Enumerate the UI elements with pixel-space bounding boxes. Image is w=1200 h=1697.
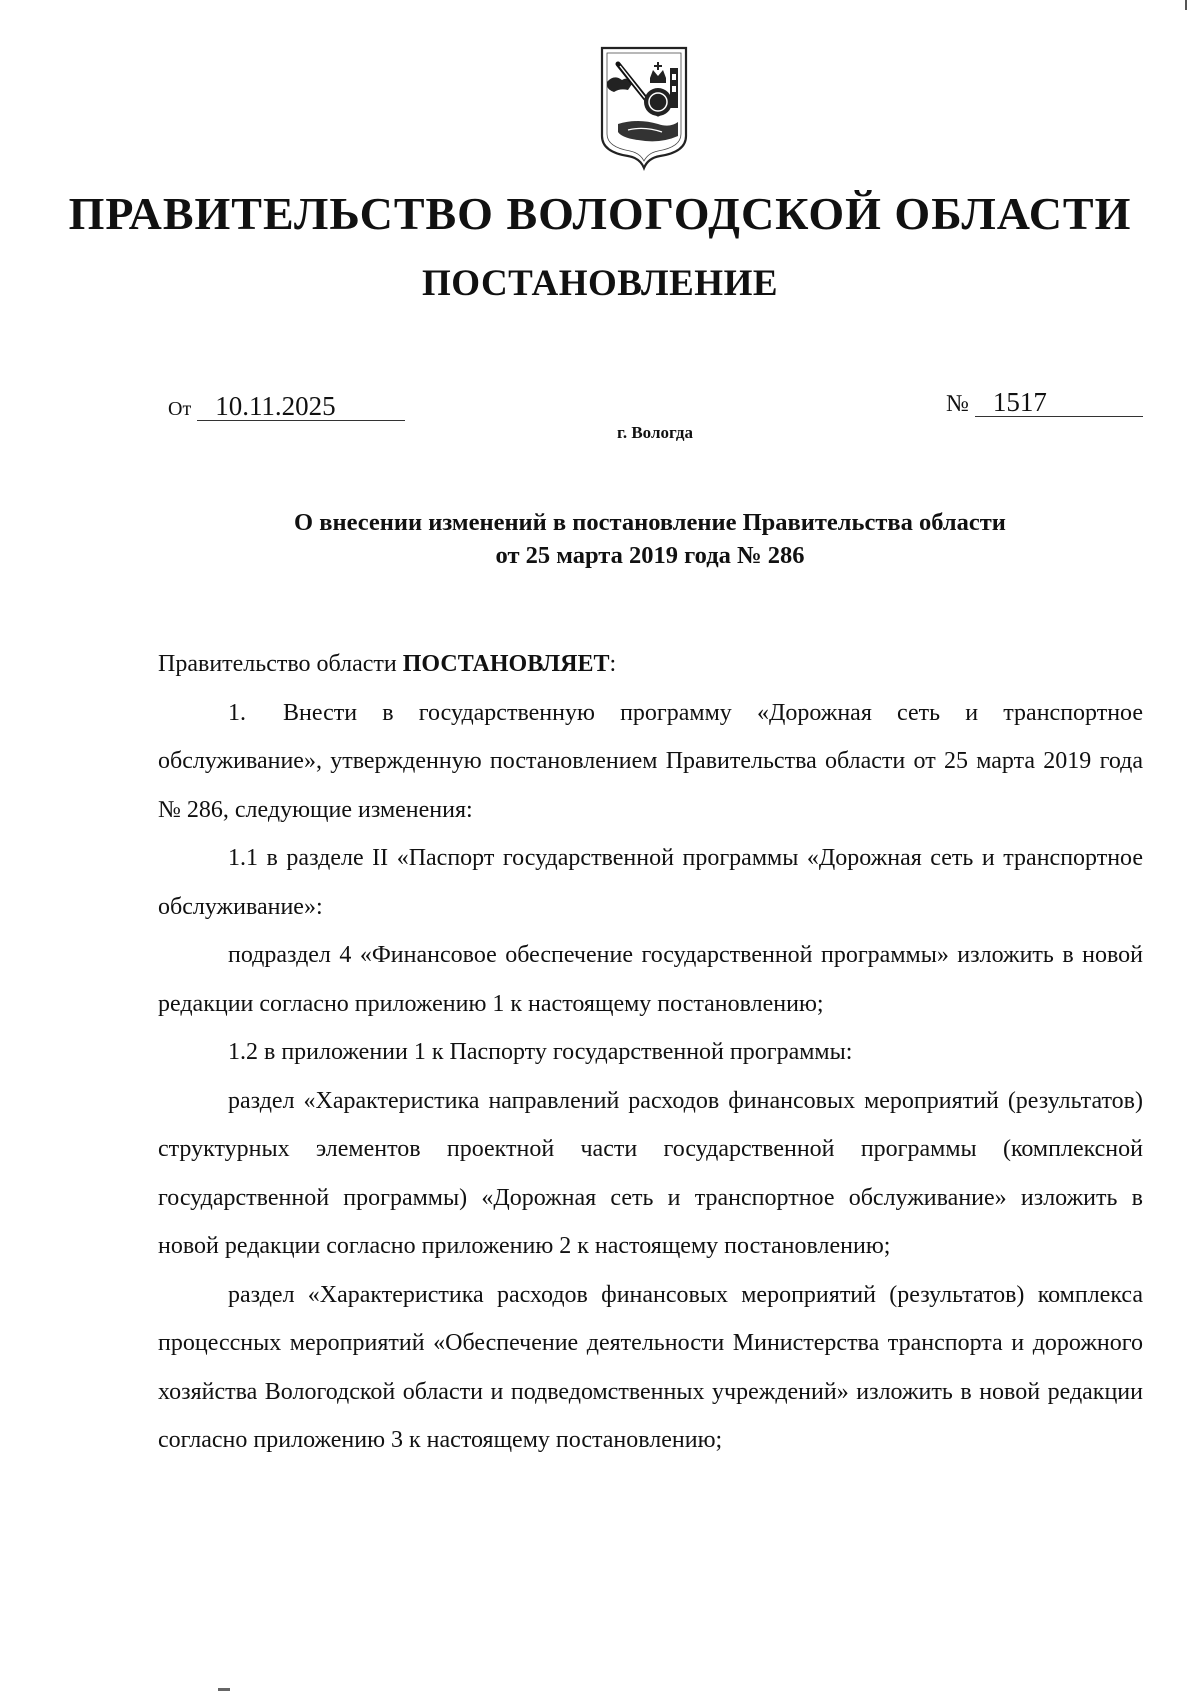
document-heading: [0, 506, 1200, 572]
paragraph-section-project: раздел «Характеристика направлений расходов финансовых мероприятий (результатов) структурных элементов проектной части государственной программы (комплексной государственной программы) «Дорожная сеть и транспортное обслуживание» изложить в новой редакции согласно приложению 2 к настоящему постановлению;: [158, 1087, 1143, 1259]
document-date: [168, 392, 405, 422]
heading-line-1: О внесении изменений в постановление Правительства области: [294, 509, 1006, 536]
paragraph-section-process: раздел «Характеристика расходов финансовых мероприятий (результатов) комплекса процессных мероприятий «Обеспечение деятельности Министерства транспорта и дорожного хозяйства Вологодской области и подведомственных учреждений» изложить в новой редакции согласно приложению 3 к настоящему постановлению;: [158, 1281, 1143, 1453]
paragraph-1-text: Внести в государственную программу «Дорожная сеть и транспортное обслуживание», утвержденную постановлением Правительства области от 25 марта 2019 года № 286, следующие изменения:: [158, 699, 1143, 823]
intro-bold: ПОСТАНОВЛЯЕТ: [402, 651, 610, 677]
paragraph-1-1: 1.1 в разделе II «Паспорт государственной программы «Дорожная сеть и транспортное обслуживание»:: [158, 845, 1143, 920]
document-number: [946, 388, 1143, 418]
paragraph-subsection-4: подраздел 4 «Финансовое обеспечение государственной программы» изложить в новой редакции согласно приложению 1 к настоящему постановлению;: [158, 942, 1143, 1017]
page-edge-mark-bottom: [218, 1688, 230, 1691]
intro-plain: Правительство области: [158, 651, 403, 677]
date-value: 10.11.2025: [197, 392, 405, 421]
paragraph-1-number: 1.: [228, 699, 246, 726]
date-prefix: От: [168, 398, 192, 420]
paragraph-1-2: 1.2 в приложении 1 к Паспорту государственной программы:: [228, 1039, 853, 1065]
document-body: [158, 640, 1143, 1465]
paragraph-1: [158, 689, 1143, 835]
heading-line-2: от 25 марта 2019 года № 286: [495, 542, 805, 569]
city-label: г. Вологда: [617, 423, 693, 442]
intro-paragraph: [158, 640, 1143, 689]
intro-colon: :: [609, 651, 617, 677]
number-value: 1517: [975, 388, 1143, 417]
organization-title: ПРАВИТЕЛЬСТВО ВОЛОГОДСКОЙ ОБЛАСТИ: [68, 188, 1132, 239]
vologda-coat-of-arms-icon: [598, 44, 690, 172]
number-prefix: №: [946, 391, 969, 417]
document-type-title: ПОСТАНОВЛЕНИЕ: [421, 263, 779, 304]
page-edge-mark: [1185, 0, 1187, 10]
